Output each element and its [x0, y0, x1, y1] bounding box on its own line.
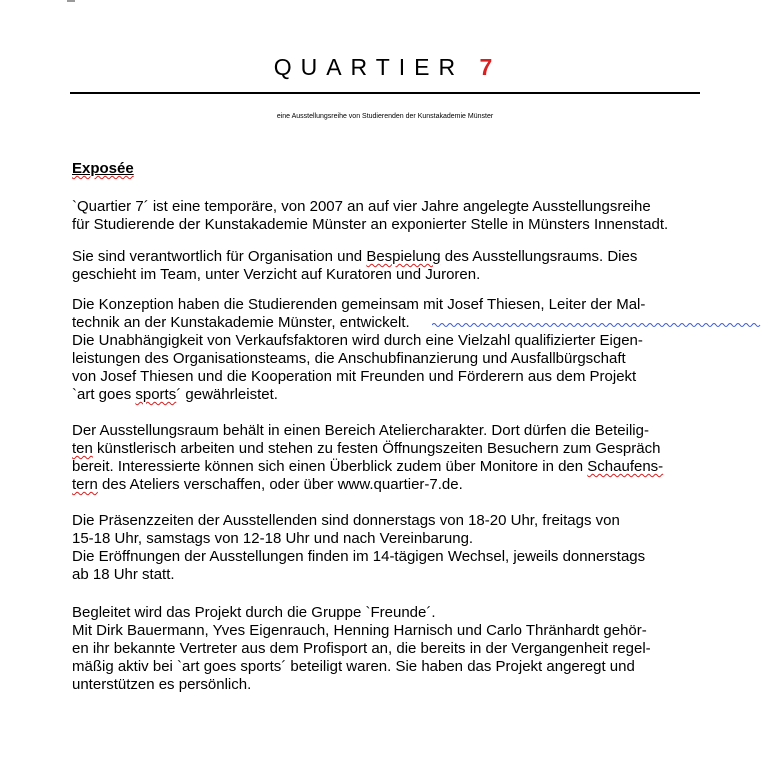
spellcheck-word: tern — [72, 476, 98, 493]
text-segment: en ihr bekannte Vertreter aus dem Profisport an, die bereits in der Vergangenheit regel- — [72, 640, 651, 657]
text-segment: leistungen des Organisationsteams, die Anschubfinanzierung und Ausfallbürgschaft — [72, 350, 626, 367]
text-segment: des Ausstellungsraums. Dies — [440, 248, 638, 265]
paragraph — [72, 248, 757, 284]
text-line — [72, 386, 757, 404]
text-segment: Die Eröffnungen der Ausstellungen finden im 14-tägigen Wechsel, jeweils donnerstags — [72, 548, 646, 565]
text-segment: technik an der Kunstakademie Münster, entwickelt. — [72, 314, 410, 331]
text-segment: Der Ausstellungsraum behält in einen Bereich Ateliercharakter. Dort dürfen die Beteilig- — [72, 422, 649, 439]
text-line — [72, 458, 757, 476]
text-line — [72, 658, 757, 676]
text-line — [72, 422, 757, 440]
text-line — [72, 368, 757, 386]
text-line — [72, 640, 757, 658]
text-segment: 15-18 Uhr, samstags von 12-18 Uhr und nach Vereinbarung. — [72, 530, 474, 547]
text-segment: unterstützen es persönlich. — [72, 676, 252, 693]
text-line — [72, 296, 757, 314]
spellcheck-word: sports — [135, 386, 177, 403]
text-segment: ab 18 Uhr statt. — [72, 566, 175, 583]
text-segment: für Studierende der Kunstakademie Münster an exponierter Stelle in Münsters Innenstadt. — [72, 216, 669, 233]
text-line — [72, 566, 757, 584]
header-rule — [70, 92, 700, 94]
text-line — [72, 198, 757, 216]
text-line — [72, 530, 757, 548]
text-segment: von Josef Thiesen und die Kooperation mit Freunden und Förderern aus dem Projekt — [72, 368, 637, 385]
page-subtitle: eine Ausstellungsreihe von Studierenden der Kunstakademie Münster — [276, 113, 494, 120]
text-segment: Die Konzeption haben die Studierenden gemeinsam mit Josef Thiesen, Leiter der Mal- — [72, 296, 646, 313]
text-segment: Begleitet wird das Projekt durch die Gruppe `Freunde´. — [72, 604, 436, 621]
text-line — [72, 440, 757, 458]
text-line — [72, 604, 757, 622]
text-line — [72, 266, 757, 284]
text-segment: künstlerisch arbeiten und stehen zu festen Öffnungszeiten Besuchern zum Gespräch — [92, 440, 661, 457]
heading-text: Exposée — [72, 160, 134, 177]
text-line — [72, 216, 757, 234]
text-line — [72, 332, 757, 350]
text-segment: Sie sind verantwortlich für Organisation und — [72, 248, 367, 265]
text-line — [72, 248, 757, 266]
paragraph — [72, 512, 757, 584]
title-text: QUARTIER — [273, 54, 465, 80]
text-line — [72, 350, 757, 368]
paragraph — [72, 422, 757, 494]
corner-mark — [67, 0, 75, 2]
spellcheck-word: Schaufens- — [587, 458, 664, 475]
text-segment: Die Unabhängigkeit von Verkaufsfaktoren wird durch eine Vielzahl qualifizierter Eigen- — [72, 332, 643, 349]
text-segment: mäßig aktiv bei `art goes sports´ beteiligt waren. Sie haben das Projekt angeregt und — [72, 658, 635, 675]
spellcheck-word: Bespielung — [366, 248, 441, 265]
paragraph — [72, 604, 757, 694]
spellcheck-word: ten — [72, 440, 93, 457]
paragraph — [72, 296, 757, 404]
text-line — [72, 476, 757, 494]
section-heading — [72, 160, 134, 178]
text-segment: `art goes — [72, 386, 136, 403]
text-line — [72, 548, 757, 566]
text-segment: des Ateliers verschaffen, oder über www.quartier-7.de. — [97, 476, 463, 493]
text-segment: bereit. Interessierte können sich einen Überblick zudem über Monitore in den — [72, 458, 588, 475]
page-title — [0, 52, 761, 82]
text-segment: Die Präsenzzeiten der Ausstellenden sind donnerstags von 18-20 Uhr, freitags von — [72, 512, 620, 529]
text-segment: `Quartier 7´ ist eine temporäre, von 2007 an auf vier Jahre angelegte Ausstellungsreihe — [72, 198, 651, 215]
text-segment: Mit Dirk Bauermann, Yves Eigenrauch, Henning Harnisch und Carlo Thränhardt gehör- — [72, 622, 647, 639]
text-line — [72, 512, 757, 530]
paragraph — [72, 198, 757, 234]
title-number: 7 — [479, 54, 502, 80]
grammar-underline — [432, 322, 761, 328]
text-segment: ´ gewährleistet. — [176, 386, 278, 403]
text-segment: geschieht im Team, unter Verzicht auf Kuratoren und Juroren. — [72, 266, 481, 283]
text-line — [72, 676, 757, 694]
text-line — [72, 622, 757, 640]
